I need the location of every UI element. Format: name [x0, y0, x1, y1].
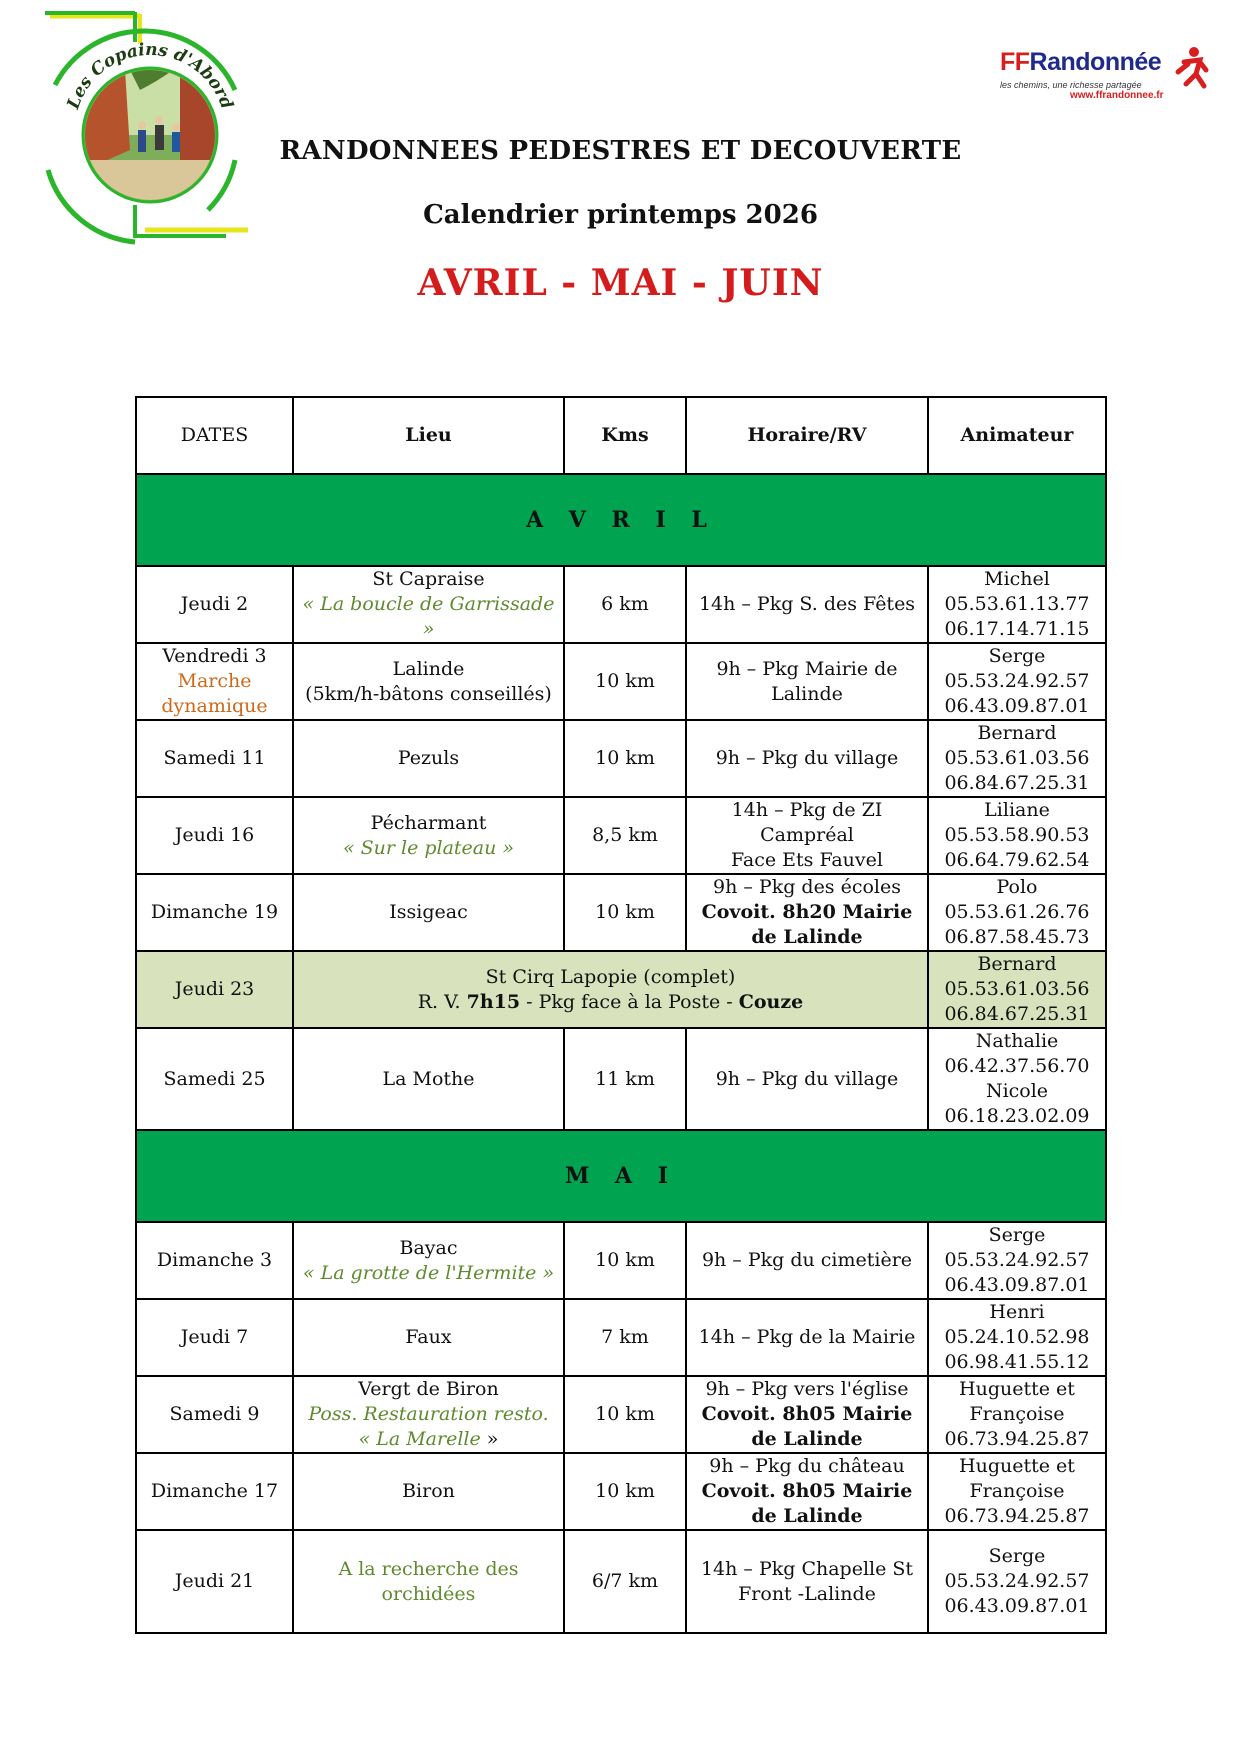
anim-line: Liliane: [984, 799, 1050, 821]
merged-line: [298, 990, 923, 1015]
row-lieu: [293, 1376, 564, 1453]
table-row: [136, 1376, 1106, 1453]
row-date: Jeudi 23: [136, 951, 293, 1028]
row-lieu: [293, 797, 564, 874]
row-lieu: Issigeac: [293, 874, 564, 951]
row-horaire: [686, 1453, 928, 1530]
anim-line: Nathalie: [975, 1030, 1059, 1052]
month-band-avril: [136, 474, 1106, 566]
table-row: [136, 1299, 1106, 1376]
row-horaire: 14h – Pkg S. des Fêtes: [686, 566, 928, 643]
row-animateur: [928, 1376, 1106, 1453]
lieu-text: Bayac: [399, 1236, 458, 1259]
table-row: [136, 1453, 1106, 1530]
ffr-slogan: les chemins, une richesse partagée: [1000, 80, 1142, 90]
horaire-covoit: Covoit. 8h05 Mairie: [701, 1403, 913, 1425]
row-horaire: 9h – Pkg du village: [686, 1028, 928, 1130]
table-row: [136, 720, 1106, 797]
row-date: Samedi 9: [136, 1376, 293, 1453]
row-kms: 10 km: [564, 643, 686, 720]
anim-line: 06.43.09.87.01: [944, 1595, 1090, 1617]
row-horaire: [686, 643, 928, 720]
anim-line: Nicole: [985, 1080, 1049, 1102]
row-kms: 11 km: [564, 1028, 686, 1130]
header-lieu: Lieu: [293, 397, 564, 474]
table-row: [136, 1530, 1106, 1633]
lieu-text: Vergt de Biron: [358, 1378, 499, 1400]
row-date: Samedi 11: [136, 720, 293, 797]
anim-line: Henri: [989, 1301, 1045, 1323]
calendar-table: [135, 396, 1107, 1634]
anim-line: 06.18.23.02.09: [944, 1105, 1090, 1127]
ffr-suffix: Randonnée: [1029, 48, 1162, 76]
row-kms: 6 km: [564, 566, 686, 643]
row-horaire: 9h – Pkg du cimetière: [686, 1222, 928, 1299]
anim-line: Huguette et: [959, 1378, 1075, 1400]
horaire-line: 9h – Pkg des écoles: [713, 876, 901, 898]
row-date: Dimanche 3: [136, 1222, 293, 1299]
row-lieu: [293, 643, 564, 720]
date-note: dynamique: [161, 695, 268, 717]
anim-line: Bernard: [977, 953, 1057, 975]
header-dates: DATES: [136, 397, 293, 474]
horaire-line: 9h – Pkg du château: [709, 1455, 905, 1477]
restaurant-name: « La Marelle: [358, 1428, 481, 1450]
row-kms: 10 km: [564, 720, 686, 797]
table-row: [136, 1222, 1106, 1299]
rv-town: Couze: [738, 990, 804, 1013]
lieu-text: A la recherche des: [338, 1557, 519, 1580]
horaire-line: 9h – Pkg vers l'église: [705, 1378, 909, 1400]
row-kms: 10 km: [564, 1453, 686, 1530]
row-animateur: [928, 1028, 1106, 1130]
table-row: [136, 1028, 1106, 1130]
row-lieu: Biron: [293, 1453, 564, 1530]
rv-label: R. V.: [417, 990, 467, 1013]
rv-time: 7h15: [466, 990, 521, 1013]
lieu-subtitle: (5km/h-bâtons conseillés): [305, 682, 552, 705]
row-kms: 6/7 km: [564, 1530, 686, 1633]
horaire-line: Face Ets Fauvel: [731, 849, 883, 871]
row-kms: 10 km: [564, 874, 686, 951]
header-horaire: Horaire/RV: [686, 397, 928, 474]
row-animateur: [928, 720, 1106, 797]
runner-icon: [1170, 46, 1210, 92]
anim-line: Serge: [988, 645, 1046, 667]
table-row: [136, 874, 1106, 951]
horaire-line: 14h – Pkg Chapelle St: [700, 1557, 914, 1580]
anim-line: 05.53.58.90.53: [944, 824, 1090, 846]
anim-line: 05.53.61.03.56: [944, 747, 1090, 769]
row-animateur: [928, 643, 1106, 720]
anim-line: 05.24.10.52.98: [944, 1326, 1090, 1348]
anim-line: 06.42.37.56.70: [944, 1055, 1090, 1077]
row-date: Jeudi 7: [136, 1299, 293, 1376]
date-note: Marche: [177, 670, 252, 692]
ffr-url: www.ffrandonnee.fr: [1070, 90, 1164, 101]
lieu-subtitle: Poss. Restauration resto.: [308, 1403, 549, 1425]
row-date: [136, 643, 293, 720]
anim-line: Huguette et: [959, 1455, 1075, 1477]
anim-line: Françoise: [969, 1403, 1065, 1425]
row-lieu: [293, 1222, 564, 1299]
month-band-mai: [136, 1130, 1106, 1222]
row-kms: 7 km: [564, 1299, 686, 1376]
quote-close: »: [480, 1428, 499, 1450]
horaire-line: 14h – Pkg de ZI: [731, 799, 883, 821]
horaire-line: Lalinde: [771, 682, 843, 705]
row-date: Samedi 25: [136, 1028, 293, 1130]
row-lieu: [293, 566, 564, 643]
anim-line: 06.73.94.25.87: [944, 1505, 1090, 1527]
row-animateur: [928, 1222, 1106, 1299]
date-text: Vendredi 3: [162, 645, 267, 667]
horaire-covoit: de Lalinde: [751, 1428, 863, 1450]
anim-line: 05.53.24.92.57: [944, 670, 1090, 692]
horaire-covoit: de Lalinde: [751, 926, 863, 948]
horaire-covoit: Covoit. 8h05 Mairie: [701, 1480, 913, 1502]
row-horaire: [686, 1376, 928, 1453]
lieu-subtitle: « La grotte de l'Hermite »: [302, 1261, 555, 1284]
header-kms: Kms: [564, 397, 686, 474]
anim-line: Polo: [996, 876, 1038, 898]
row-animateur: [928, 1299, 1106, 1376]
row-animateur: [928, 951, 1106, 1028]
ffr-prefix: FF: [1000, 48, 1030, 76]
lieu-subtitle: « Sur le plateau »: [342, 836, 515, 859]
row-horaire: 9h – Pkg du village: [686, 720, 928, 797]
months-heading: AVRIL - MAI - JUIN: [417, 262, 824, 304]
anim-line: Françoise: [969, 1480, 1065, 1502]
anim-line: 05.53.24.92.57: [944, 1570, 1090, 1592]
row-animateur: [928, 797, 1106, 874]
row-kms: 8,5 km: [564, 797, 686, 874]
lieu-text: St Capraise: [372, 568, 485, 590]
anim-line: 06.43.09.87.01: [944, 1274, 1090, 1296]
horaire-covoit: Covoit. 8h20 Mairie: [701, 901, 913, 923]
anim-line: 06.73.94.25.87: [944, 1428, 1090, 1450]
row-lieu: Pezuls: [293, 720, 564, 797]
row-horaire: [686, 874, 928, 951]
anim-line: 06.64.79.62.54: [944, 849, 1090, 871]
ffrandonnee-logo: [1000, 46, 1215, 106]
row-horaire: [686, 797, 928, 874]
row-horaire: [686, 1530, 928, 1633]
anim-line: Michel: [984, 568, 1050, 590]
lieu-text: orchidées: [381, 1582, 476, 1605]
anim-line: 05.53.61.26.76: [944, 901, 1090, 923]
lieu-text: Pécharmant: [370, 811, 487, 834]
row-merged-info: [293, 951, 928, 1028]
anim-line: 05.53.61.13.77: [944, 593, 1090, 615]
row-date: Dimanche 17: [136, 1453, 293, 1530]
table-row: [136, 797, 1106, 874]
table-header-row: [136, 397, 1106, 474]
row-date: Jeudi 16: [136, 797, 293, 874]
horaire-covoit: de Lalinde: [751, 1505, 863, 1527]
rv-place: - Pkg face à la Poste -: [520, 990, 739, 1013]
row-horaire: 14h – Pkg de la Mairie: [686, 1299, 928, 1376]
anim-line: 05.53.24.92.57: [944, 1249, 1090, 1271]
anim-line: Serge: [988, 1224, 1046, 1246]
lieu-text: Lalinde: [392, 657, 465, 680]
table-row: [136, 643, 1106, 720]
ffrandonnee-wordmark: [1000, 48, 1161, 77]
club-logo-text: Les Copains d'Abord: [63, 39, 237, 112]
anim-line: 06.84.67.25.31: [944, 1003, 1090, 1025]
row-animateur: [928, 566, 1106, 643]
row-animateur: [928, 1530, 1106, 1633]
merged-line: St Cirq Lapopie (complet): [485, 965, 736, 988]
row-date: Dimanche 19: [136, 874, 293, 951]
month-label: M A I: [136, 1130, 1106, 1222]
row-kms: 10 km: [564, 1222, 686, 1299]
row-lieu: Faux: [293, 1299, 564, 1376]
lieu-subtitle: [298, 1427, 559, 1452]
page-title: RANDONNEES PEDESTRES ET DECOUVERTE: [279, 136, 962, 166]
page-subtitle: Calendrier printemps 2026: [423, 200, 818, 230]
horaire-line: 9h – Pkg Mairie de: [716, 657, 898, 680]
row-animateur: [928, 874, 1106, 951]
horaire-line: Campréal: [760, 824, 854, 846]
horaire-line: Front -Lalinde: [738, 1582, 876, 1605]
row-date: Jeudi 2: [136, 566, 293, 643]
month-label: A V R I L: [136, 474, 1106, 566]
table-row: [136, 566, 1106, 643]
anim-line: 06.43.09.87.01: [944, 695, 1090, 717]
anim-line: 06.98.41.55.12: [944, 1351, 1090, 1373]
row-lieu: La Mothe: [293, 1028, 564, 1130]
row-date: Jeudi 21: [136, 1530, 293, 1633]
anim-line: 06.17.14.71.15: [944, 618, 1090, 640]
row-animateur: [928, 1453, 1106, 1530]
row-lieu: [293, 1530, 564, 1633]
table-row-highlighted: [136, 951, 1106, 1028]
anim-line: 05.53.61.03.56: [944, 978, 1090, 1000]
anim-line: 06.87.58.45.73: [944, 926, 1090, 948]
anim-line: 06.84.67.25.31: [944, 772, 1090, 794]
row-kms: 10 km: [564, 1376, 686, 1453]
anim-line: Bernard: [977, 722, 1057, 744]
anim-line: Serge: [988, 1545, 1046, 1567]
lieu-subtitle: « La boucle de Garrissade »: [302, 593, 555, 640]
header-animateur: Animateur: [928, 397, 1106, 474]
